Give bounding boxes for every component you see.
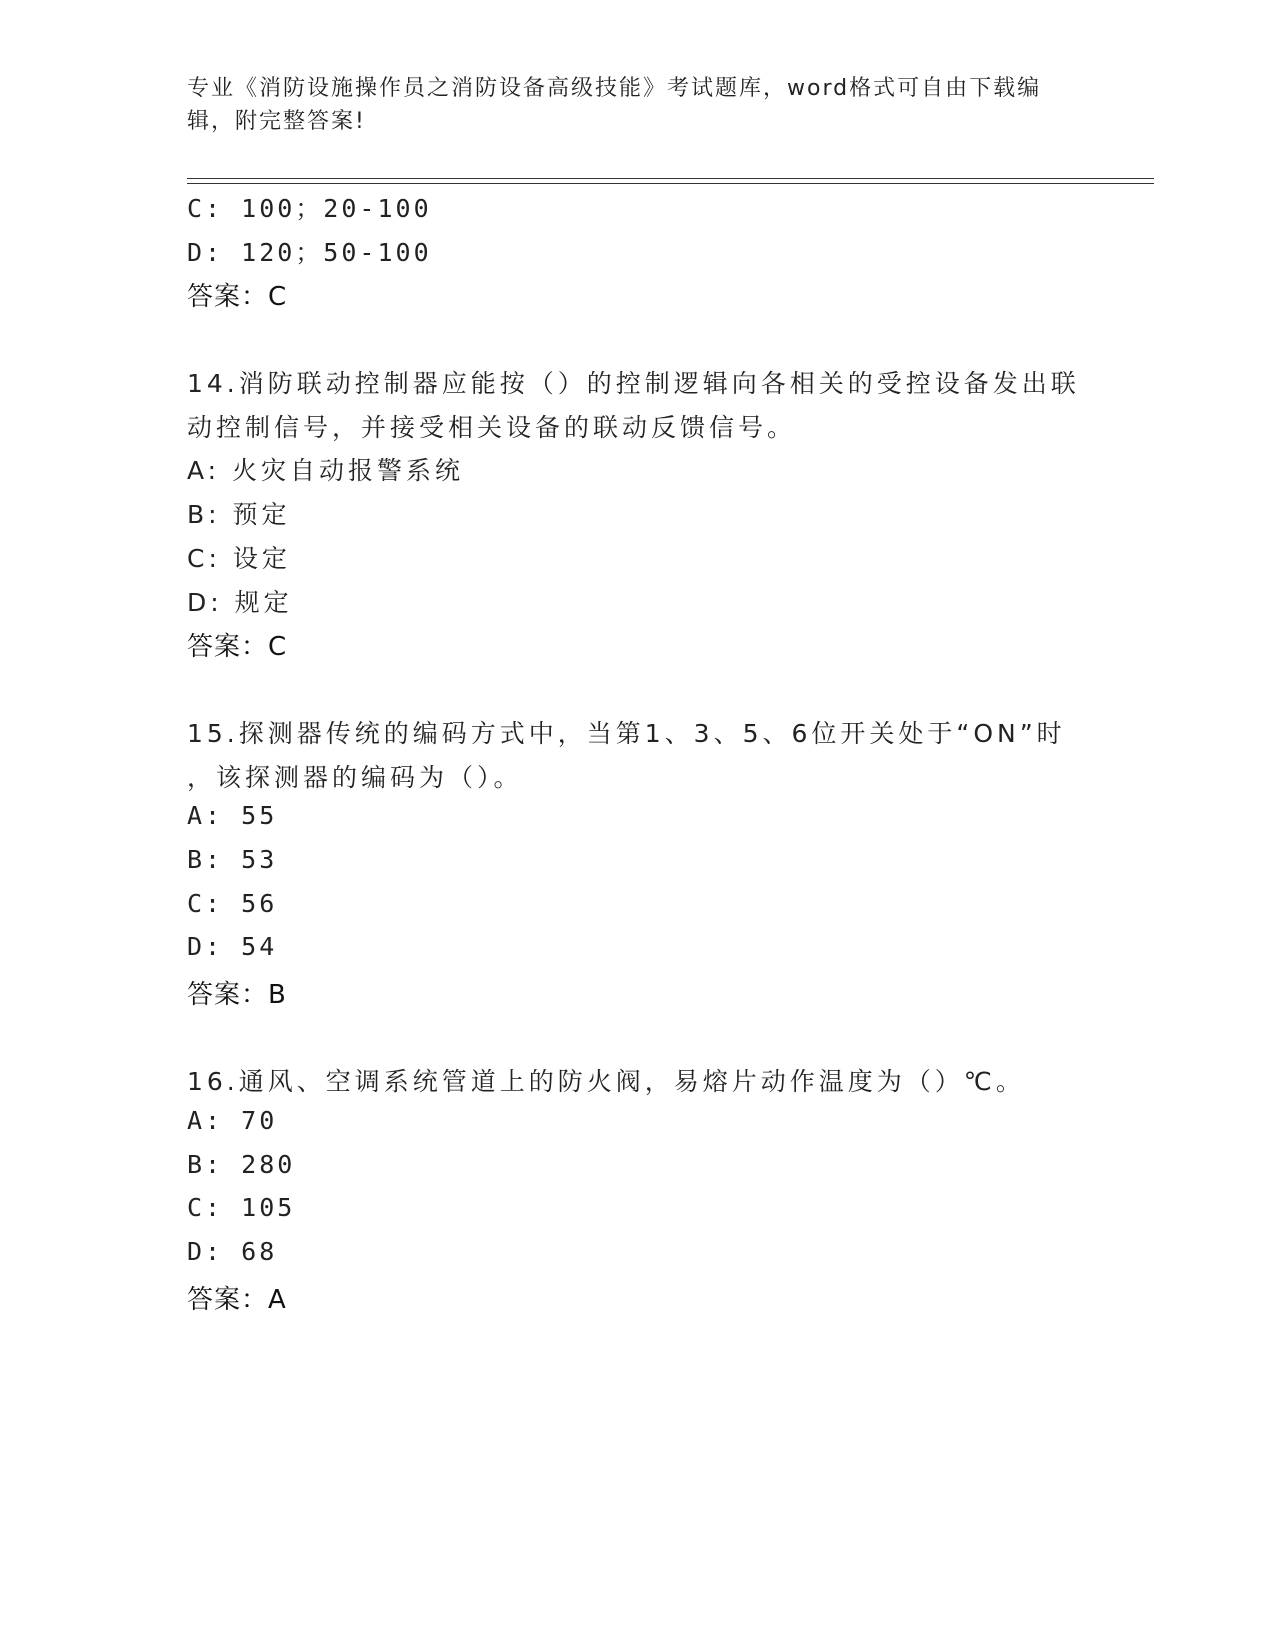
q16-option-c: C: 105 <box>187 1193 296 1222</box>
q15-option-a: A: 55 <box>187 801 278 830</box>
q14-option-c: C: 设定 <box>187 544 291 573</box>
q15-stem-line1: 15.探测器传统的编码方式中，当第1、3、5、6位开关处于“ON”时 <box>187 719 1066 748</box>
prev-option-c: C: 100；20-100 <box>187 194 432 223</box>
q16-stem-line1: 16.通风、空调系统管道上的防火阀，易熔片动作温度为（）℃。 <box>187 1067 1025 1096</box>
q14-option-b: B: 预定 <box>187 500 291 529</box>
prev-option-d: D: 120；50-100 <box>187 238 432 267</box>
q16-option-d: D: 68 <box>187 1237 278 1266</box>
prev-answer: 答案：C <box>187 282 288 312</box>
header-divider-top <box>187 178 1154 179</box>
q16-option-b: B: 280 <box>187 1150 296 1179</box>
q15-option-b: B: 53 <box>187 845 278 874</box>
q14-option-a: A: 火灾自动报警系统 <box>187 456 465 485</box>
q14-stem-line2: 动控制信号，并接受相关设备的联动反馈信号。 <box>187 413 797 442</box>
q16-option-a: A: 70 <box>187 1106 278 1135</box>
q15-stem-line2: ，该探测器的编码为（）。 <box>187 763 523 792</box>
document-header: 专业《消防设施操作员之消防设备高级技能》考试题库，word格式可自由下载编辑，附完整答案! <box>187 76 1042 134</box>
q16-answer: 答案：A <box>187 1285 287 1315</box>
q15-option-c: C: 56 <box>187 889 278 918</box>
q14-answer: 答案：C <box>187 632 288 662</box>
q14-stem-line1: 14.消防联动控制器应能按（）的控制逻辑向各相关的受控设备发出联 <box>187 369 1080 398</box>
header-divider-bottom <box>187 183 1154 184</box>
q15-option-d: D: 54 <box>187 932 278 961</box>
q15-answer: 答案：B <box>187 980 287 1010</box>
q14-option-d: D: 规定 <box>187 588 293 617</box>
